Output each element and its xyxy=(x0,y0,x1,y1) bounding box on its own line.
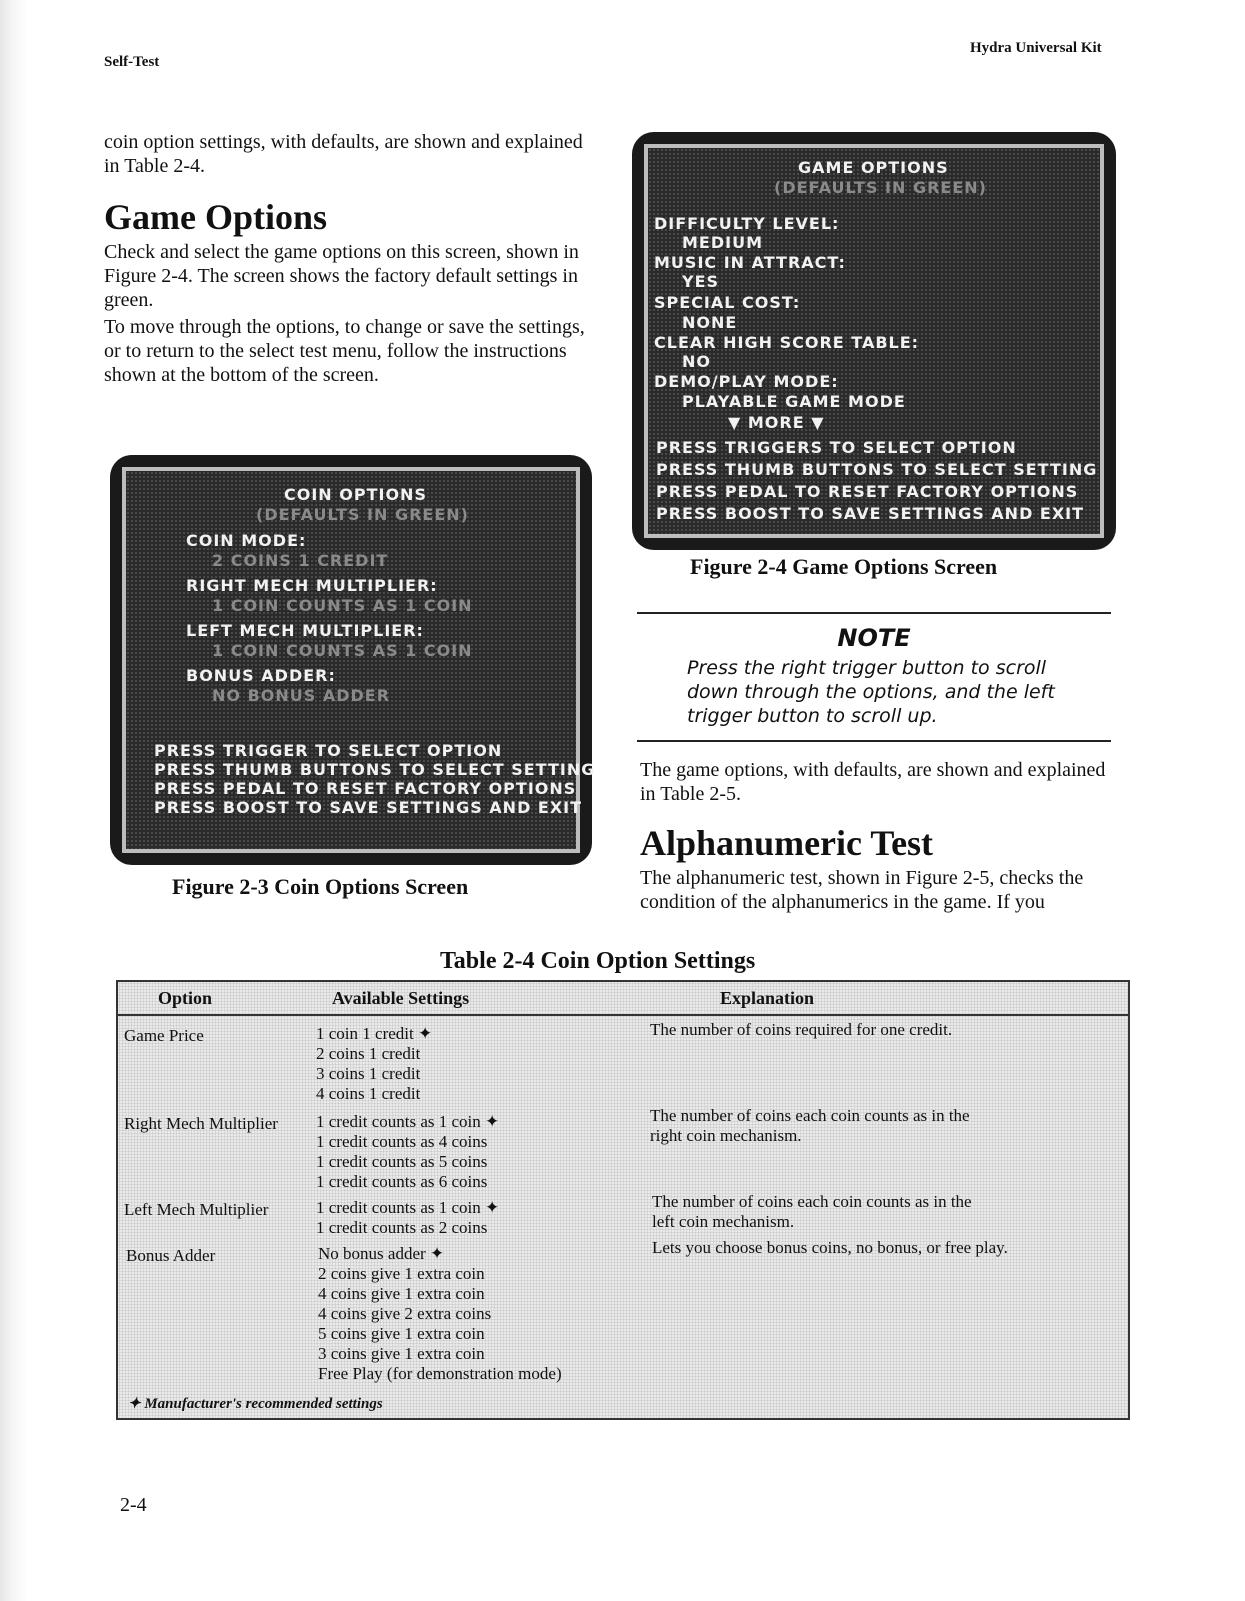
game-options-table-ref: The game options, with defaults, are shown and explained in Table 2-5. xyxy=(640,759,1106,805)
coin-instruction-2: PRESS THUMB BUTTONS TO SELECT SETTING xyxy=(154,760,596,779)
coin-instruction-4: PRESS BOOST TO SAVE SETTINGS AND EXIT xyxy=(154,798,583,817)
col-header-explanation: Explanation xyxy=(720,988,815,1008)
setting-item: 3 coins give 1 extra coin xyxy=(318,1344,485,1363)
figure-2-3-caption: Figure 2-3 Coin Options Screen xyxy=(172,874,469,899)
special-cost-label: SPECIAL COST: xyxy=(654,293,801,312)
coin-mode-label: COIN MODE: xyxy=(186,531,307,550)
row-settings xyxy=(318,1244,562,1384)
setting-item: 1 credit counts as 1 coin ✦ xyxy=(316,1198,500,1217)
table-header xyxy=(118,982,1128,1016)
game-instruction-4: PRESS BOOST TO SAVE SETTINGS AND EXIT xyxy=(656,504,1085,523)
header-title: Hydra Universal Kit xyxy=(970,40,1102,56)
music-value: YES xyxy=(682,272,720,291)
setting-item: 4 coins 1 credit xyxy=(316,1084,421,1103)
coin-screen-subtitle: (DEFAULTS IN GREEN) xyxy=(256,505,469,524)
setting-item: 4 coins give 2 extra coins xyxy=(318,1304,492,1323)
demo-mode-label: DEMO/PLAY MODE: xyxy=(654,372,839,391)
coin-instruction-1: PRESS TRIGGER TO SELECT OPTION xyxy=(154,741,503,760)
setting-item: 1 credit counts as 1 coin ✦ xyxy=(316,1112,500,1131)
explanation-line: The number of coins each coin counts as in the xyxy=(652,1192,972,1211)
game-options-heading: Game Options xyxy=(104,197,328,237)
explanation-line: Lets you choose bonus coins, no bonus, or free play. xyxy=(652,1238,1008,1257)
setting-item: 3 coins 1 credit xyxy=(316,1064,421,1083)
coin-instruction-3: PRESS PEDAL TO RESET FACTORY OPTIONS xyxy=(154,779,577,798)
col-header-settings: Available Settings xyxy=(332,988,470,1008)
alphanumeric-heading: Alphanumeric Test xyxy=(640,823,934,863)
right-mech-value: 1 COIN COUNTS AS 1 COIN xyxy=(212,596,473,615)
special-cost-value: NONE xyxy=(682,313,738,332)
note-title: NOTE xyxy=(837,624,911,652)
figure-2-4-caption: Figure 2-4 Game Options Screen xyxy=(690,554,998,579)
game-instruction-2: PRESS THUMB BUTTONS TO SELECT SETTING xyxy=(656,460,1098,479)
clear-score-value: NO xyxy=(682,352,711,371)
row-option: Game Price xyxy=(124,1026,204,1045)
alphanumeric-para: The alphanumeric test, shown in Figure 2-5, checks the condition of the alphanumerics in the game. If you xyxy=(640,867,1084,913)
clear-score-label: CLEAR HIGH SCORE TABLE: xyxy=(654,333,920,352)
row-explanation xyxy=(652,1192,972,1232)
table-footnote: ✦ Manufacturer's recommended settings xyxy=(128,1396,383,1412)
row-explanation xyxy=(652,1238,1008,1258)
row-option: Left Mech Multiplier xyxy=(124,1200,269,1219)
table-title: Table 2-4 Coin Option Settings xyxy=(440,948,756,974)
row-option: Bonus Adder xyxy=(126,1246,216,1265)
left-mech-value: 1 COIN COUNTS AS 1 COIN xyxy=(212,641,473,660)
setting-item: 1 credit counts as 2 coins xyxy=(316,1218,488,1237)
scan-edge xyxy=(0,0,28,1601)
bonus-adder-label: BONUS ADDER: xyxy=(186,666,336,685)
more-indicator: ▼ MORE ▼ xyxy=(728,413,825,432)
setting-item: 2 coins 1 credit xyxy=(316,1044,421,1063)
setting-item: 2 coins give 1 extra coin xyxy=(318,1264,485,1283)
row-explanation xyxy=(650,1106,970,1146)
game-options-para1: Check and select the game options on this screen, shown in Figure 2-4. The screen shows the factory default settings in green. xyxy=(104,241,579,311)
setting-item: Free Play (for demonstration mode) xyxy=(318,1364,562,1383)
game-screen-title: GAME OPTIONS xyxy=(798,158,949,177)
explanation-line: The number of coins required for one credit. xyxy=(650,1020,953,1039)
row-option: Right Mech Multiplier xyxy=(124,1114,278,1133)
col-header-option: Option xyxy=(158,988,213,1008)
page-number: 2-4 xyxy=(120,1494,147,1516)
setting-item: 1 credit counts as 6 coins xyxy=(316,1172,488,1191)
setting-item: 1 credit counts as 4 coins xyxy=(316,1132,488,1151)
row-settings xyxy=(316,1198,499,1238)
game-instruction-3: PRESS PEDAL TO RESET FACTORY OPTIONS xyxy=(656,482,1079,501)
setting-item: 1 coin 1 credit ✦ xyxy=(316,1024,433,1043)
coin-option-table xyxy=(116,980,1130,1420)
note-box xyxy=(637,612,1111,742)
note-text: Press the right trigger button to scroll down through the options, and the left trigger button to scroll up. xyxy=(687,657,1055,727)
setting-item: No bonus adder ✦ xyxy=(318,1244,445,1263)
difficulty-label: DIFFICULTY LEVEL: xyxy=(654,214,840,233)
difficulty-value: MEDIUM xyxy=(682,233,763,252)
row-settings xyxy=(316,1112,499,1192)
game-instruction-1: PRESS TRIGGERS TO SELECT OPTION xyxy=(656,438,1017,457)
game-options-para2: To move through the options, to change or save the settings, or to return to the select test menu, follow the instructions shown at the bottom of the screen. xyxy=(104,316,585,386)
setting-item: 5 coins give 1 extra coin xyxy=(318,1324,485,1343)
explanation-line: left coin mechanism. xyxy=(652,1212,795,1231)
explanation-line: right coin mechanism. xyxy=(650,1126,802,1145)
row-settings xyxy=(316,1024,432,1104)
bonus-adder-value: NO BONUS ADDER xyxy=(212,686,391,705)
explanation-line: The number of coins each coin counts as in the xyxy=(650,1106,970,1125)
game-screen-subtitle: (DEFAULTS IN GREEN) xyxy=(774,178,987,197)
left-mech-label: LEFT MECH MULTIPLIER: xyxy=(186,621,424,640)
setting-item: 4 coins give 1 extra coin xyxy=(318,1284,485,1303)
coin-mode-value: 2 COINS 1 CREDIT xyxy=(212,551,389,570)
right-mech-label: RIGHT MECH MULTIPLIER: xyxy=(186,576,438,595)
music-label: MUSIC IN ATTRACT: xyxy=(654,253,846,272)
intro-text: coin option settings, with defaults, are shown and explained in Table 2-4. xyxy=(104,131,583,177)
row-explanation xyxy=(650,1020,952,1040)
game-options-screen xyxy=(632,132,1116,550)
demo-mode-value: PLAYABLE GAME MODE xyxy=(682,392,906,411)
setting-item: 1 credit counts as 5 coins xyxy=(316,1152,488,1171)
coin-options-screen xyxy=(110,455,596,865)
header-section: Self-Test xyxy=(104,54,160,70)
coin-screen-title: COIN OPTIONS xyxy=(284,485,427,504)
